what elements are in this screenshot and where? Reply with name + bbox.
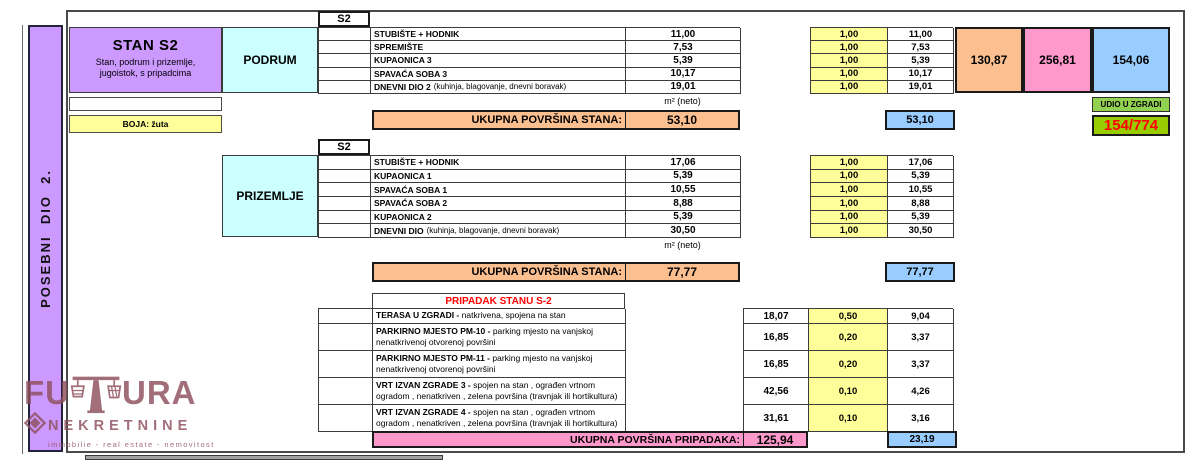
room-area: 8,88 xyxy=(626,197,741,211)
appurtenance-label: PARKIRNO MJESTO PM-10 - parking mjesto na vanjskoj nenatkrivenoj otvorenoj površini xyxy=(373,324,626,351)
weighted-value: 5,39 xyxy=(888,211,954,225)
total-label: UKUPNA POVRŠINA STANA: xyxy=(471,114,622,126)
room-area: 7,53 xyxy=(626,41,741,54)
appurtenance-area: 18,07 xyxy=(744,309,809,324)
empty-cell xyxy=(69,97,222,111)
diamond-arrow-icon xyxy=(24,412,46,439)
spacer-cell xyxy=(319,324,373,351)
share-in-building-label: UDIO U ZGRADI xyxy=(1092,97,1170,112)
room-area: 17,06 xyxy=(626,156,741,170)
spacer-cell xyxy=(319,41,371,54)
room-label: DNEVNI DIO (kuhinja, blagovanje, dnevni boravak) xyxy=(371,224,626,238)
total-row-prizemlje xyxy=(372,262,740,282)
weighted-value: 5,39 xyxy=(888,170,954,184)
appurtenance-weighted: 3,37 xyxy=(888,324,954,351)
summary-share-cell: 154,06 xyxy=(1092,27,1170,93)
weighted-value: 11,00 xyxy=(888,28,954,41)
weighted-value: 10,17 xyxy=(888,68,954,81)
appurtenance-area: 42,56 xyxy=(744,378,809,405)
coef-value: 1,00 xyxy=(811,68,888,81)
room-area: 30,50 xyxy=(626,224,741,238)
column-header-s2-podrum: S2 xyxy=(318,11,370,27)
color-note-cell: BOJA: žuta xyxy=(69,115,222,133)
room-label: STUBIŠTE + HODNIK xyxy=(371,156,626,170)
weighted-value: 5,39 xyxy=(888,54,954,67)
room-area: 19,01 xyxy=(626,81,741,94)
coef-table-prizemlje xyxy=(810,155,953,238)
appurtenance-area: 16,85 xyxy=(744,324,809,351)
appurtenance-total-value: 125,94 xyxy=(743,433,806,446)
appurtenance-weighted: 9,04 xyxy=(888,309,954,324)
spacer-cell xyxy=(319,54,371,67)
coef-value: 1,00 xyxy=(811,41,888,54)
weighted-total-podrum: 53,10 xyxy=(885,110,955,130)
left-edge-line xyxy=(22,25,23,454)
weighted-value: 10,55 xyxy=(888,183,954,197)
coef-value: 1,00 xyxy=(811,81,888,94)
coef-value: 1,00 xyxy=(811,28,888,41)
column-header-s2-prizemlje: S2 xyxy=(318,139,370,155)
appurtenance-labels-table xyxy=(318,308,625,432)
room-label: KUPAONICA 3 xyxy=(371,54,626,67)
weighted-value: 19,01 xyxy=(888,81,954,94)
appurtenance-coef: 0,50 xyxy=(809,309,888,324)
section-bar-label: POSEBNI DIO 2. xyxy=(38,169,53,308)
appurtenance-area: 31,61 xyxy=(744,405,809,432)
spacer-cell xyxy=(319,378,373,405)
room-area: 5,39 xyxy=(626,211,741,225)
spacer-cell xyxy=(319,224,371,238)
floor-label-podrum: PODRUM xyxy=(222,27,318,93)
total-row-podrum xyxy=(372,110,740,130)
room-label: KUPAONICA 2 xyxy=(371,211,626,225)
room-label: SPAVAĆA SOBA 3 xyxy=(371,68,626,81)
coef-value: 1,00 xyxy=(811,211,888,225)
room-area: 11,00 xyxy=(626,28,741,41)
room-area: 5,39 xyxy=(626,54,741,67)
room-note: (kuhinja, blagovanje, dnevni boravak) xyxy=(426,226,560,236)
appurtenance-coef: 0,20 xyxy=(809,324,888,351)
room-label: SPAVAĆA SOBA 2 xyxy=(371,197,626,211)
appurtenance-header: PRIPADAK STANU S-2 xyxy=(372,293,625,309)
unit-label-podrum: m² (neto) xyxy=(664,95,701,106)
appurtenance-label: VRT IZVAN ZGRADE 3 - spojen na stan , ograđen vrtnom ogradom , nenatkriven , zelena površina (travnjak ili hortikultura) xyxy=(373,378,626,405)
appurtenance-label: TERASA U ZGRADI - natkrivena, spojena na stan xyxy=(373,309,626,324)
room-label: DNEVNI DIO 2 (kuhinja, blagovanje, dnevni boravak) xyxy=(371,81,626,94)
appurtenance-area: 16,85 xyxy=(744,351,809,378)
room-area: 5,39 xyxy=(626,170,741,184)
spacer-cell xyxy=(319,170,371,184)
appurtenance-coef: 0,10 xyxy=(809,378,888,405)
appurtenance-coef: 0,10 xyxy=(809,405,888,432)
appurtenance-values-table xyxy=(743,308,953,432)
coef-value: 1,00 xyxy=(811,156,888,170)
logo-tagline: immobilie - real estate - nemovitost xyxy=(48,440,215,449)
total-label: UKUPNA POVRŠINA STANA: xyxy=(471,266,622,278)
total-value: 77,77 xyxy=(625,264,738,280)
summary-net-cell: 130,87 xyxy=(955,27,1023,93)
apartment-title: STAN S2 xyxy=(112,37,179,54)
appurtenance-weighted: 3,16 xyxy=(888,405,954,432)
appurtenance-coef: 0,20 xyxy=(809,351,888,378)
room-area: 10,55 xyxy=(626,183,741,197)
spacer-cell xyxy=(319,156,371,170)
spacer-cell xyxy=(319,68,371,81)
spacer-cell xyxy=(319,197,371,211)
unit-label-prizemlje: m² (neto) xyxy=(664,239,701,250)
coef-value: 1,00 xyxy=(811,54,888,67)
appurtenance-weighted: 3,37 xyxy=(888,351,954,378)
coef-value: 1,00 xyxy=(811,197,888,211)
appurtenance-weighted: 4,26 xyxy=(888,378,954,405)
weighted-total-prizemlje: 77,77 xyxy=(885,262,955,282)
spacer-cell xyxy=(319,28,371,41)
rooms-table-podrum xyxy=(318,27,740,94)
room-note: (kuhinja, blagovanje, dnevni boravak) xyxy=(433,82,567,92)
next-section-strip xyxy=(85,455,443,460)
weighted-value: 8,88 xyxy=(888,197,954,211)
spacer-cell xyxy=(319,183,371,197)
apartment-subtitle: Stan, podrum i prizemlje, jugoistok, s pripadcima xyxy=(95,57,196,79)
share-in-building-value: 154/774 xyxy=(1092,115,1170,136)
weighted-value: 17,06 xyxy=(888,156,954,170)
weighted-value: 7,53 xyxy=(888,41,954,54)
logo-wordmark: FU URA xyxy=(24,374,234,414)
coef-table-podrum xyxy=(810,27,953,94)
appurtenance-total-row xyxy=(372,431,808,448)
room-label: SPREMIŠTE xyxy=(371,41,626,54)
coef-value: 1,00 xyxy=(811,224,888,238)
room-label: SPAVAĆA SOBA 1 xyxy=(371,183,626,197)
spacer-cell xyxy=(319,405,373,432)
total-value: 53,10 xyxy=(625,112,738,128)
futura-logo xyxy=(24,374,234,449)
coef-value: 1,00 xyxy=(811,170,888,184)
room-label: KUPAONICA 1 xyxy=(371,170,626,184)
appurtenance-label: VRT IZVAN ZGRADE 4 - spojen na stan , ograđen vrtnom ogradom , nenatkriven , zelena površina (travnjak ili hortikultura) xyxy=(373,405,626,432)
spacer-cell xyxy=(319,351,373,378)
appurtenance-total-label: UKUPNA POVRŠINA PRIPADAKA: xyxy=(570,433,740,446)
apartment-card xyxy=(69,27,222,93)
floor-label-prizemlje: PRIZEMLJE xyxy=(222,155,318,237)
coef-value: 1,00 xyxy=(811,183,888,197)
spacer-cell xyxy=(319,81,371,94)
summary-gross-cell: 256,81 xyxy=(1023,27,1092,93)
room-label: STUBIŠTE + HODNIK xyxy=(371,28,626,41)
weighted-value: 30,50 xyxy=(888,224,954,238)
rooms-table-prizemlje xyxy=(318,155,740,238)
room-area: 10,17 xyxy=(626,68,741,81)
appurtenance-label: PARKIRNO MJESTO PM-11 - parking mjesto na vanjskoj nenatkrivenoj otvorenoj površini xyxy=(373,351,626,378)
spacer-cell xyxy=(319,211,371,225)
appurtenance-weighted-total: 23,19 xyxy=(887,431,957,448)
logo-subtitle: NEKRETNINE xyxy=(48,417,193,434)
scale-icon xyxy=(70,374,122,419)
spacer-cell xyxy=(319,309,373,324)
